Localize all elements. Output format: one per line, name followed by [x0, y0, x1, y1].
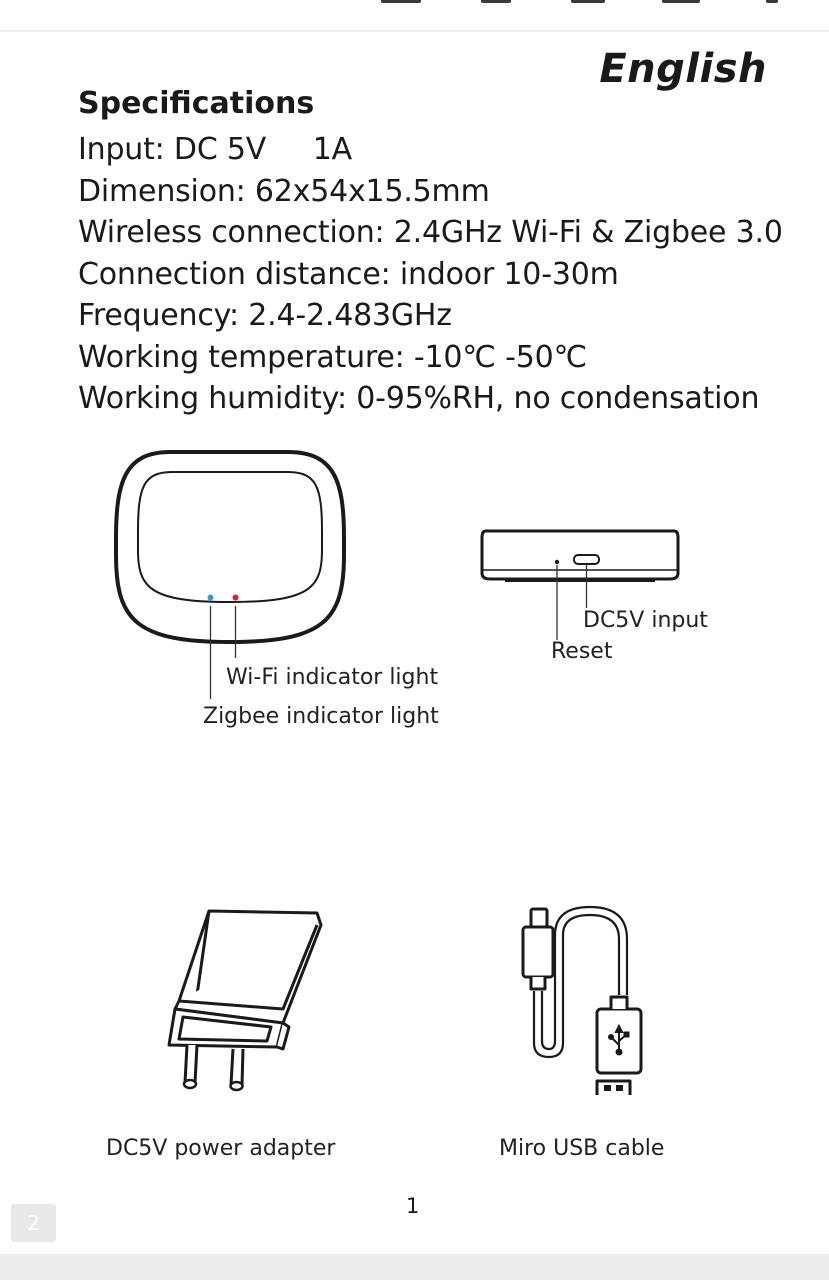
- adapter-caption: DC5V power adapter: [106, 1136, 336, 1161]
- gateway-top-view: [110, 450, 350, 650]
- page-indicator-badge[interactable]: 2: [11, 1204, 56, 1242]
- cable-caption: Miro USB cable: [499, 1136, 665, 1161]
- toolbar-tab[interactable]: [381, 0, 421, 3]
- toolbar-tab[interactable]: [662, 0, 700, 3]
- dc-input-label: DC5V input: [583, 608, 708, 633]
- usb-port-icon: [574, 555, 599, 564]
- wifi-indicator-dot: [208, 595, 214, 601]
- page-number: 1: [406, 1194, 420, 1218]
- reset-label: Reset: [551, 639, 613, 664]
- viewer-top-bar: [0, 0, 829, 30]
- zigbee-indicator-dot: [233, 595, 239, 601]
- toolbar-tab[interactable]: [766, 0, 778, 3]
- language-heading: English: [599, 46, 767, 92]
- specifications-title: Specifications: [78, 86, 315, 121]
- spec-humidity: Working humidity: 0-95%RH, no condensation: [78, 381, 760, 416]
- spec-temperature: Working temperature: -10℃ -50℃: [78, 339, 588, 375]
- top-divider: [0, 30, 829, 32]
- spec-frequency: Frequency: 2.4-2.483GHz: [78, 298, 452, 333]
- wifi-indicator-label: Wi-Fi indicator light: [226, 665, 439, 690]
- reset-hole-icon: [555, 560, 559, 564]
- spec-input: Input: DC 5V 1A: [78, 132, 353, 167]
- spec-distance: Connection distance: indoor 10-30m: [78, 256, 619, 292]
- spec-wireless: Wireless connection: 2.4GHz Wi-Fi & Zigbee 3.0: [78, 215, 783, 250]
- spec-dimension: Dimension: 62x54x15.5mm: [78, 173, 490, 209]
- power-adapter-icon: [165, 905, 330, 1095]
- usb-cable-icon: [515, 905, 665, 1100]
- toolbar-tab[interactable]: [571, 0, 605, 3]
- zigbee-indicator-label: Zigbee indicator light: [203, 704, 439, 729]
- viewer-bottom-bar: [0, 1254, 829, 1280]
- specifications-list: [78, 129, 783, 420]
- toolbar-tab[interactable]: [481, 0, 511, 3]
